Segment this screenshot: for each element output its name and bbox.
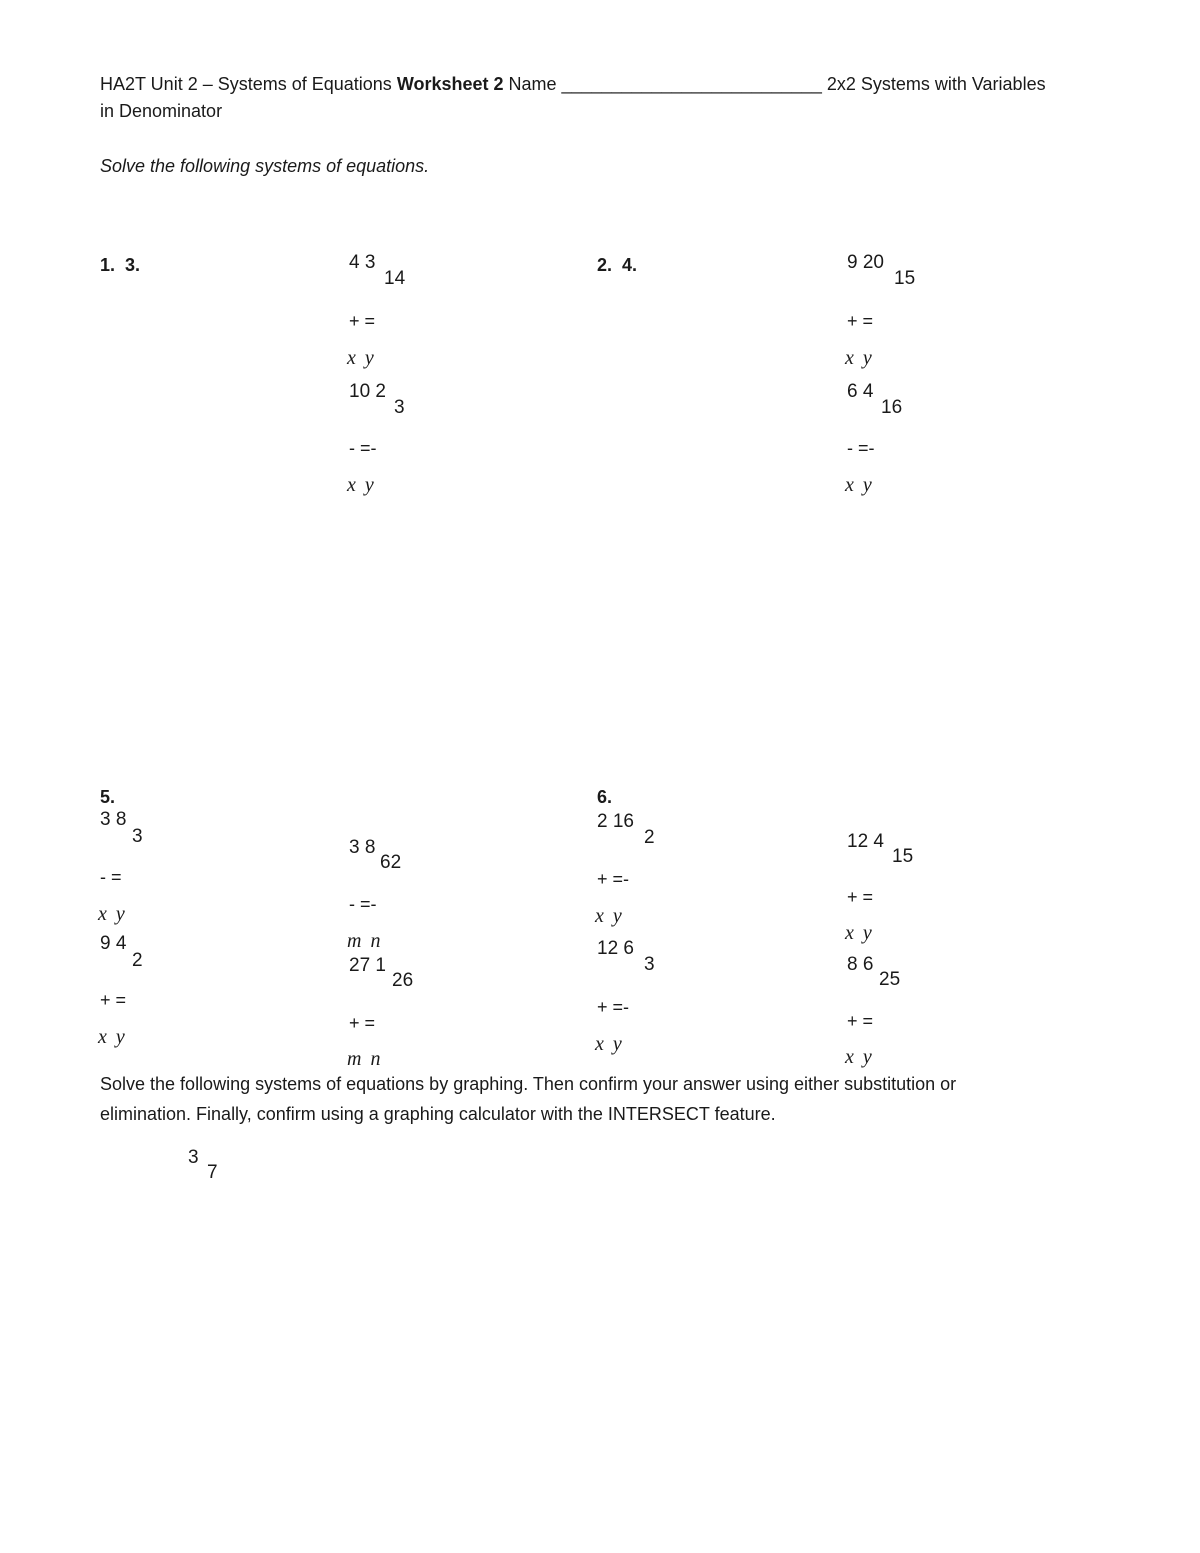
p6-b-eq2-variables: x y — [845, 1046, 874, 1068]
p6-a-eq2-rhs: 3 — [644, 954, 655, 975]
p5-b-eq2-numerators: 27 1 — [349, 955, 386, 976]
problem-1-number: 1. — [100, 255, 116, 275]
problem-2-number: 2. — [597, 255, 613, 275]
p5-b-eq1-rhs: 62 — [380, 852, 402, 873]
p6-b-eq2-rhs: 25 — [879, 969, 901, 990]
instructions: Solve the following systems of equations. — [100, 156, 430, 176]
p6-a-eq1-operators: + =- — [597, 869, 630, 889]
p1-eq1-numerators: 4 3 — [349, 252, 376, 273]
p5-a-eq2-variables: x y — [98, 1026, 127, 1048]
p5-b-eq1-numerators: 3 8 — [349, 837, 376, 858]
graphing-fragment-number-2: 7 — [207, 1162, 218, 1183]
p6-b-eq1-variables: x y — [845, 922, 874, 944]
p5-b-eq1-operators: - =- — [349, 894, 377, 914]
p6-a-eq1-rhs: 2 — [644, 827, 655, 848]
p5-b-eq2-rhs: 26 — [392, 970, 414, 991]
problem-3-number: 3. — [125, 255, 141, 275]
p5-b-eq1-variables: m n — [347, 930, 383, 952]
p1-eq1-rhs: 14 — [384, 268, 406, 289]
p6-a-eq1-variables: x y — [595, 905, 624, 927]
p2-eq2-rhs: 16 — [881, 397, 903, 418]
p6-a-eq2-numerators: 12 6 — [597, 938, 634, 959]
graphing-fragment-number-1: 3 — [188, 1147, 199, 1168]
p1-eq2-operators: - =- — [349, 438, 377, 458]
problem-1-label — [100, 254, 140, 276]
problem-2-label — [597, 254, 637, 276]
p5-a-eq1-rhs: 3 — [132, 826, 143, 847]
p6-b-eq2-numerators: 8 6 — [847, 954, 874, 975]
p6-b-eq1-operators: + = — [847, 887, 874, 907]
p1-eq2-rhs: 3 — [394, 397, 405, 418]
p6-a-eq1-numerators: 2 16 — [597, 811, 634, 832]
p1-eq1-operators: + = — [349, 311, 376, 331]
header-part-1: HA2T Unit 2 – Systems of Equations — [100, 74, 397, 94]
problem-4-number: 4. — [622, 255, 638, 275]
p6-a-eq2-operators: + =- — [597, 997, 630, 1017]
header-part-3: Name __________________________ 2x2 Systems with Variables — [503, 74, 1046, 94]
problem-6-label: 6. — [597, 787, 613, 807]
p2-eq1-operators: + = — [847, 311, 874, 331]
p5-a-eq1-numerators: 3 8 — [100, 809, 127, 830]
p5-a-eq1-variables: x y — [98, 903, 127, 925]
p1-eq2-numerators: 10 2 — [349, 381, 386, 402]
p6-a-eq2-variables: x y — [595, 1033, 624, 1055]
p6-b-eq1-rhs: 15 — [892, 846, 914, 867]
p6-b-eq2-operators: + = — [847, 1011, 874, 1031]
p6-b-eq1-numerators: 12 4 — [847, 831, 884, 852]
p5-a-eq2-numerators: 9 4 — [100, 933, 127, 954]
problem-5-label: 5. — [100, 787, 116, 807]
p5-b-eq2-variables: m n — [347, 1048, 383, 1070]
p1-eq1-variables: x y — [347, 347, 376, 369]
p5-a-eq2-operators: + = — [100, 990, 127, 1010]
graphing-instructions-line-1: Solve the following systems of equations by graphing. Then confirm your answer using either substitution or — [100, 1074, 957, 1094]
p5-b-eq2-operators: + = — [349, 1013, 376, 1033]
p2-eq1-rhs: 15 — [894, 268, 916, 289]
header-worksheet-number: Worksheet 2 — [396, 74, 504, 94]
p5-a-eq1-operators: - = — [100, 867, 122, 887]
graphing-instructions-line-2: elimination. Finally, confirm using a graphing calculator with the INTERSECT feature. — [100, 1104, 776, 1124]
p5-a-eq2-rhs: 2 — [132, 950, 143, 971]
p1-eq2-variables: x y — [347, 474, 376, 496]
p2-eq2-numerators: 6 4 — [847, 381, 874, 402]
p2-eq2-operators: - =- — [847, 438, 875, 458]
worksheet-header — [100, 73, 1046, 95]
header-line-2: in Denominator — [100, 101, 223, 121]
p2-eq1-numerators: 9 20 — [847, 252, 884, 273]
p2-eq2-variables: x y — [845, 474, 874, 496]
p2-eq1-variables: x y — [845, 347, 874, 369]
